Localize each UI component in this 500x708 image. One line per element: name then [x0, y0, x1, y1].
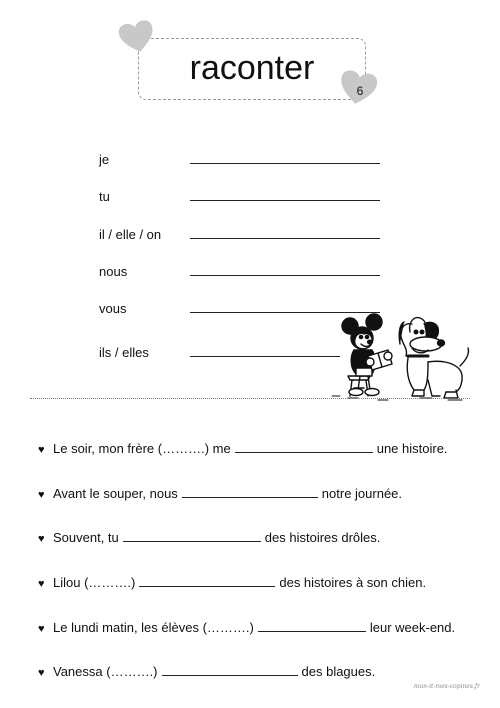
- exercise-sentence: [38, 575, 426, 590]
- pronoun-label: tu: [99, 189, 110, 204]
- exercise-sentence: [38, 486, 402, 501]
- pronoun-label: il / elle / on: [99, 227, 162, 242]
- answer-line[interactable]: [190, 163, 380, 164]
- sentence-end: une histoire.: [376, 441, 448, 456]
- answer-line[interactable]: [190, 275, 380, 276]
- sentence-end: des histoires drôles.: [264, 530, 381, 545]
- answer-line[interactable]: [190, 200, 380, 201]
- pronoun-label: je: [99, 152, 110, 167]
- answer-line[interactable]: [190, 238, 380, 239]
- heart-bullet-icon: ♥: [38, 533, 45, 545]
- exercise-sentence: [38, 441, 448, 456]
- sentence-start: Vanessa (……….): [53, 664, 158, 679]
- answer-line[interactable]: [190, 356, 340, 357]
- heart-bullet-icon: ♥: [38, 444, 45, 456]
- sentence-start: Le lundi matin, les élèves (……….): [53, 620, 254, 635]
- heart-bullet-icon: ♥: [38, 623, 45, 635]
- sentence-start: Le soir, mon frère (……….) me: [53, 441, 231, 456]
- heart-bullet-icon: ♥: [38, 667, 45, 679]
- answer-blank[interactable]: [139, 575, 275, 587]
- sentence-start: Lilou (……….): [53, 575, 136, 590]
- pronoun-label: nous: [99, 264, 128, 279]
- page-title: raconter: [189, 49, 315, 87]
- answer-blank[interactable]: [162, 664, 298, 676]
- sentence-end: des histoires à son chien.: [279, 575, 427, 590]
- sentence-start: Souvent, tu: [53, 530, 119, 545]
- mickey-and-pluto-reading-icon: [328, 310, 478, 402]
- sentence-end: des blagues.: [301, 664, 376, 679]
- exercise-sentence: [38, 620, 455, 635]
- page-number: 6: [356, 84, 364, 98]
- heart-bullet-icon: ♥: [38, 489, 45, 501]
- site-watermark: mon-it-mes-copines.fr: [413, 683, 480, 690]
- pronoun-label: ils / elles: [99, 345, 149, 360]
- sentence-end: leur week-end.: [369, 620, 456, 635]
- answer-blank[interactable]: [123, 530, 261, 542]
- heart-bullet-icon: ♥: [38, 578, 45, 590]
- sentence-start: Avant le souper, nous: [53, 486, 178, 501]
- pronoun-label: vous: [99, 301, 127, 316]
- sentence-end: notre journée.: [321, 486, 403, 501]
- answer-blank[interactable]: [258, 620, 366, 632]
- exercise-sentence: [38, 530, 380, 545]
- section-divider: [30, 398, 470, 399]
- answer-blank[interactable]: [235, 441, 373, 453]
- exercise-sentence: [38, 664, 375, 679]
- answer-blank[interactable]: [182, 486, 318, 498]
